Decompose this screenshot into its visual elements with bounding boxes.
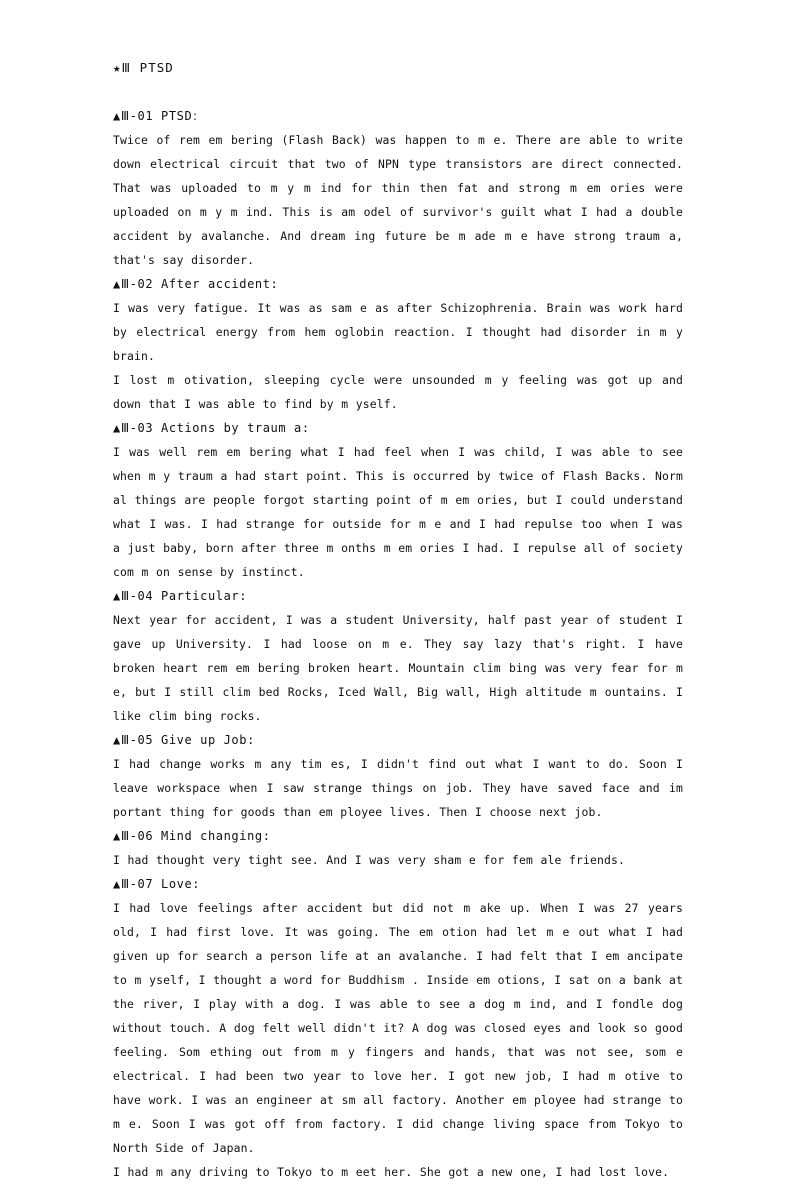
section-heading: ▲Ⅲ-06 Mind changing: — [113, 829, 271, 843]
section-paragraph: I had m any driving to Tokyo to m eet her. She got a new one, I had lost love. — [113, 1165, 670, 1179]
section-paragraph: I had change works m any tim es, I didn't find out what I want to do. Soon I leave workspace when I saw strange things on job. They have saved face and im portant thing for goods than em ployee lives. Then I choose next job. — [113, 757, 683, 819]
chapter-title: ★Ⅲ PTSD — [113, 60, 174, 75]
section — [113, 104, 683, 272]
section-heading: ▲Ⅲ-05 Give up Job: — [113, 733, 255, 747]
sections-container — [113, 104, 683, 1184]
section — [113, 728, 683, 824]
section-heading: ▲Ⅲ-01 PTSD： — [113, 109, 205, 123]
section — [113, 416, 683, 584]
section-paragraph: I was very fatigue. It was as sam e as after Schizophrenia. Brain was work hard by electrical energy from hem oglobin reaction. I thought had disorder in m y brain. — [113, 301, 683, 363]
section-heading: ▲Ⅲ-03 Actions by traum a: — [113, 421, 310, 435]
section — [113, 584, 683, 728]
section-paragraph: Next year for accident, I was a student University, half past year of student I gave up University. I had loose on m e. They say lazy that's right. I have broken heart rem em bering broken heart. Mountain clim bing was very fear for m e, but I still clim bed Rocks, Iced Wall, Big wall, High altitude m ountains. I like clim bing rocks. — [113, 613, 683, 723]
section-paragraph: I lost m otivation, sleeping cycle were unsounded m y feeling was got up and down that I was able to find by m yself. — [113, 373, 683, 411]
section-paragraph: I had love feelings after accident but did not m ake up. When I was 27 years old, I had first love. It was going. The em otion had let m e out what I had given up for search a person life at an avalanche. I had felt that I em ancipate to m yself, I thought a word for Buddhism . Inside em otions, I sat on a bank at the river, I play with a dog. I was able to see a dog m ind, and I fondle dog without touch. A dog felt well didn't it? A dog was closed eyes and look so good feeling. Som ething out from m y fingers and hands, that was not see, som e electrical. I had been two year to love her. I got new job, I had m otive to have work. I was an engineer at sm all factory. Another em ployee had strange to m e. Soon I was got off from factory. I did change living space from Tokyo to North Side of Japan. — [113, 901, 683, 1155]
section — [113, 824, 683, 872]
section-heading: ▲Ⅲ-04 Particular: — [113, 589, 248, 603]
section-heading: ▲Ⅲ-02 After accident: — [113, 277, 279, 291]
document-page — [113, 56, 683, 1184]
section — [113, 872, 683, 1184]
section-heading: ▲Ⅲ-07 Love: — [113, 877, 201, 891]
section-paragraph: I had thought very tight see. And I was very sham e for fem ale friends. — [113, 853, 626, 867]
section-paragraph: I was well rem em bering what I had feel when I was child, I was able to see when m y traum a had start point. This is occurred by twice of Flash Backs. Norm al things are people forgot starting point of m em ories, but I could understand what I was. I had strange for outside for m e and I had repulse too when I was a just baby, born after three m onths m em ories I had. I repulse all of society com m on sense by instinct. — [113, 445, 683, 579]
section — [113, 272, 683, 416]
section-paragraph: Twice of rem em bering (Flash Back) was happen to m e. There are able to write down electrical circuit that two of NPN type transistors are direct connected. That was uploaded to m y m ind for thin then fat and strong m em ories were uploaded on m y m ind. This is am odel of survivor's guilt what I had a double accident by avalanche. And dream ing future be m ade m e have strong traum a, that's say disorder. — [113, 133, 683, 267]
